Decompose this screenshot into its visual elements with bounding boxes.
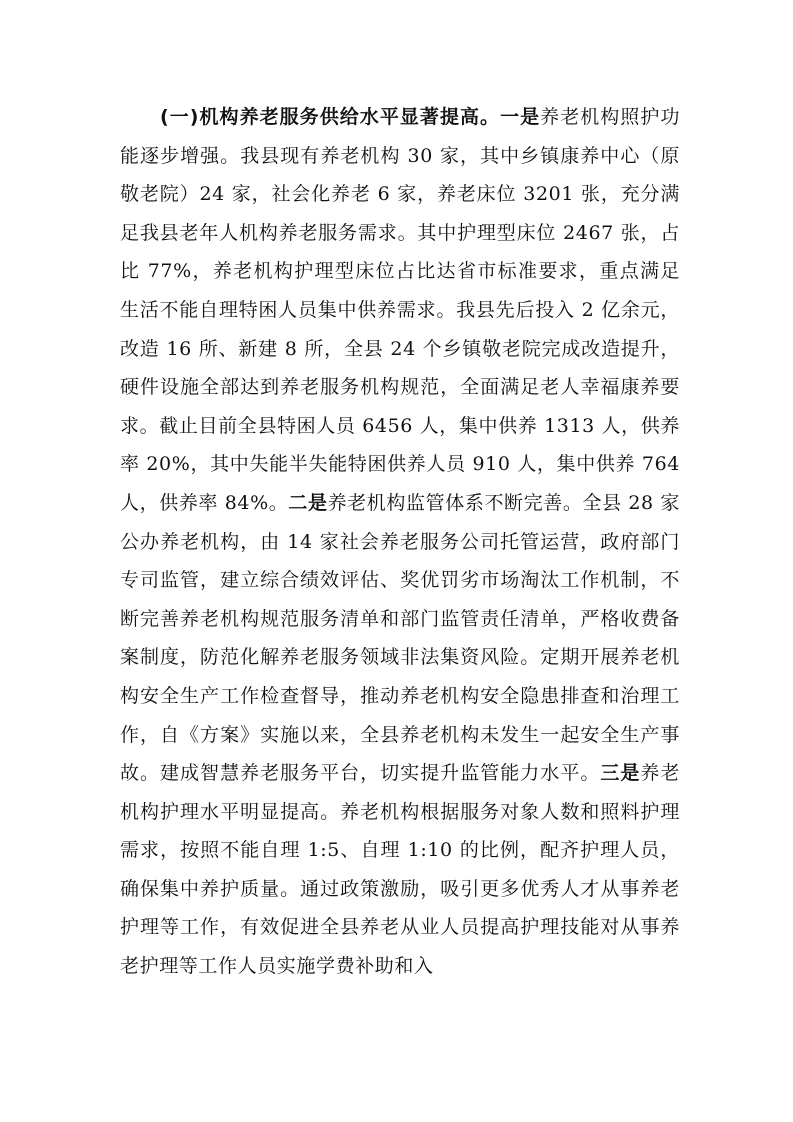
point-one-label: 一是 — [500, 106, 541, 128]
point-three-text: 养老机构护理水平明显提高。养老机构根据服务对象人数和照料护理需求，按照不能自理 1:5、自理 1:10 的比例，配齐护理人员，确保集中养护质量。通过政策激励，吸引更多优秀人才从事养老护理等工作，有效促进全县养老从业人员提高护理技能对从事养老护理等工作人员实施学费补助和入 — [120, 762, 681, 978]
point-two-label: 二是 — [288, 491, 328, 514]
body-paragraph — [120, 98, 680, 986]
point-three-label: 三是 — [600, 762, 641, 785]
point-one-text: 养老机构照护功能逐步增强。我县现有养老机构 30 家，其中乡镇康养中心（原敬老院）24 家，社会化养老 6 家，养老床位 3201 张，充分满足我县老年人机构养老服务需求。其中护理型床位 2467 张，占比 77%，养老机构护理型床位占比达省市标准要求，重点满足生活不能自理特困人员集中供养需求。我县先后投入 2 亿余元，改造 16 所、新建 8 所，全县 24 个乡镇敬老院完成改造提升，硬件设施全部达到养老服务机构规范，全面满足老人幸福康养要求。截止目前全县特困人员 6456 人，集中供养 1313 人，供养率 20%，其中失能半失能特困供养人员 910 人，集中供养 764 人，供养率 84%。 — [120, 106, 681, 514]
section-heading: (一)机构养老服务供给水平显著提高。 — [160, 106, 501, 128]
point-two-text: 养老机构监管体系不断完善。全县 28 家公办养老机构，由 14 家社会养老服务公司托管运营，政府部门专司监管，建立综合绩效评估、奖优罚劣市场淘汰工作机制，不断完善养老机构规范服务清单和部门监管责任清单，严格收费备案制度，防范化解养老服务领域非法集资风险。定期开展养老机构安全生产工作检查督导，推动养老机构安全隐患排查和治理工作，自《方案》实施以来，全县养老机构未发生一起安全生产事故。建成智慧养老服务平台，切实提升监管能力水平。 — [120, 491, 680, 785]
